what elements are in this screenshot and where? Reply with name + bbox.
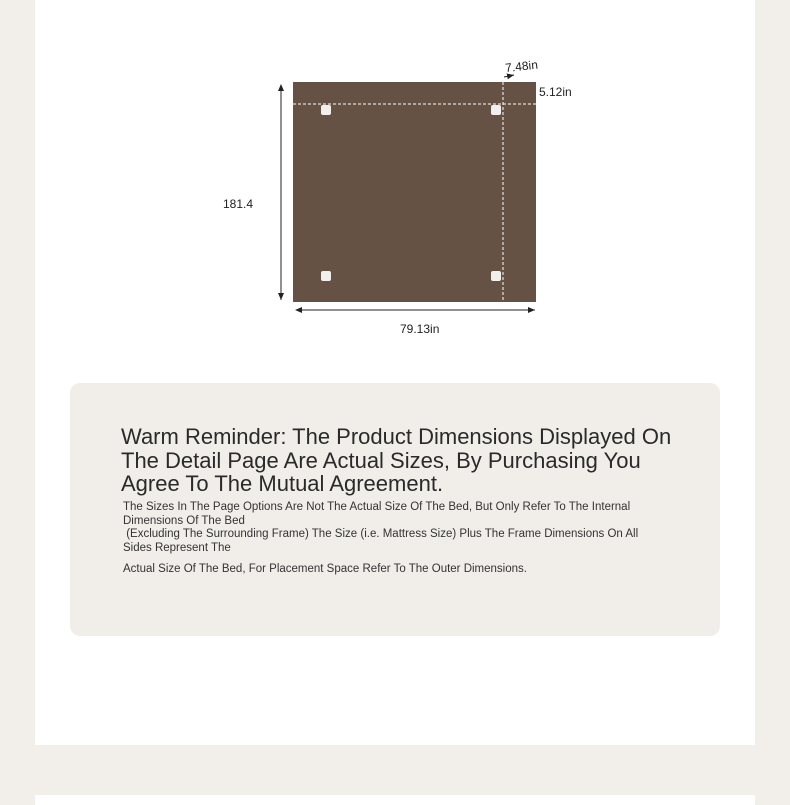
bed-leg <box>491 271 501 281</box>
bed-diagram-svg <box>0 0 790 360</box>
next-card-edge <box>35 795 755 805</box>
bed-dimension-diagram <box>0 0 790 360</box>
side-frame-label: 7.48in <box>504 57 539 75</box>
reminder-text-line-1: The Sizes In The Page Options Are Not The Actual Size Of The Bed, But Only Refer To The Internal Dimensions Of The Bed <box>123 501 631 527</box>
width-label: 79.13in <box>400 322 440 336</box>
height-label: 181.4 <box>223 197 254 211</box>
bed-top-view <box>293 82 536 302</box>
bed-leg <box>321 271 331 281</box>
reminder-text-line-2: (Excluding The Surrounding Frame) The Size (i.e. Mattress Size) Plus The Frame Dimensions On All Sides Represent The <box>123 528 642 554</box>
side-frame-arrow <box>504 75 514 77</box>
reminder-text-line-3: Actual Size Of The Bed, For Placement Space Refer To The Outer Dimensions. <box>123 563 527 575</box>
top-frame-label: 5.12in <box>539 85 572 99</box>
bed-leg <box>491 105 501 115</box>
bed-leg <box>321 105 331 115</box>
reminder-heading: Warm Reminder: The Product Dimensions Displayed On The Detail Page Are Actual Sizes, By Purchasing You Agree To The Mutual Agreement. <box>121 424 672 496</box>
warm-reminder-panel <box>70 383 720 636</box>
